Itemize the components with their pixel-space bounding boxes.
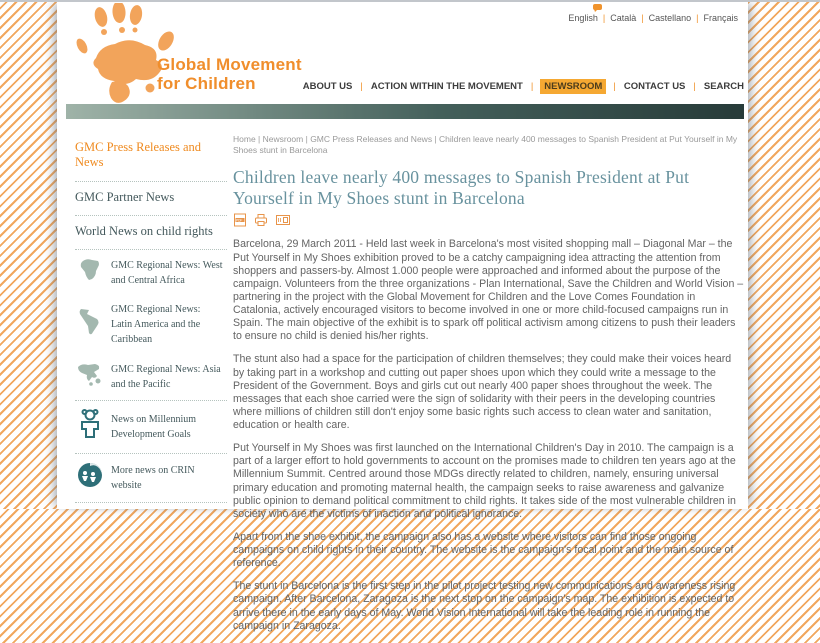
- nav-newsroom[interactable]: NEWSROOM: [540, 79, 606, 94]
- sidebar-item-crin-news[interactable]: [75, 454, 227, 501]
- article-paragraph-2: The stunt also had a space for the participation of children themselves; they could make their voices heard by taking part in a workshop and cutting out paper shoes upon which they could write a message to the President of the Government. Boys and girls cut out nearly 400 paper shoes throughout the week. The messages that each shoe carried were the sign of solidarity with their peers in the developing countries where millions of children still don't enjoy some basic rights such access to clean water and sanitation, education or health care.: [233, 353, 732, 431]
- language-link-castellano[interactable]: Castellano: [648, 13, 692, 23]
- article-paragraph-1: Barcelona, 29 March 2011 - Held last week in Barcelona's most visited shopping mall – Diagonal Mar – the Put Yourself in My Shoes exhibition proved to be a catchy campaigning idea attracting the attention from shoppers and passers-by. Almost 1.000 people were approached and informed about the purpose of the campaign. Volunteers from the three organizations - Plan International, Save the Children and World Vision – partnering in the project with the Global Movement for Children and the Love Comes Foundation in Catalonia, actively encouraged visitors to become involved in one or more child-focused campaigns run in Spain. The main objective of the exhibit is to spark off political activism among citizens to push their leaders to ensure no child is denied his/her rights.: [233, 238, 744, 343]
- header-divider-bar: [66, 104, 744, 119]
- mdg-child-icon: [75, 408, 105, 445]
- article-tools: [233, 213, 745, 232]
- sidebar-item-regional-latin-america[interactable]: [75, 295, 227, 354]
- article-paragraph-3: Put Yourself in My Shoes was first launched on the International Children's Day in 2010. The campaign is a part of a larger effort to hold governments to account on the promises made to children ten years ago at the Millennium Summit. Centred around those MDGs directly related to children, namely, ensuring universal primary education and promoting maternal health, the campaign seeks to raise awareness and galvanize public opinion to demand political commitment to child rights. It takes side of the most vulnerable children in society who are the victims of inaction and political ignorance.: [233, 442, 736, 520]
- content-area: [57, 119, 748, 643]
- breadcrumb-home[interactable]: Home: [233, 134, 256, 144]
- sidebar-item-label: News on Millennium Development Goals: [111, 413, 196, 440]
- sidebar-item-label: GMC Regional News: Latin America and the Caribbean: [111, 304, 201, 345]
- print-icon[interactable]: [254, 213, 268, 232]
- article-column: [233, 119, 745, 643]
- article-paragraph-5: The stunt in Barcelona is the first step in the pilot project testing new communications and awareness rising campaign. After Barcelona, Zaragoza is the next stop on the campaign's map. The exhibition is expected to arrive there in the early days of May. World Vision International will take the leading role in running the campaign in Zaragoza.: [233, 580, 736, 632]
- site-header: [57, 0, 748, 119]
- main-navigation: ABOUT US | ACTION WITHIN THE MOVEMENT | NEWSROOM | CONTACT US | SEARCH: [302, 81, 744, 92]
- nav-contact-us[interactable]: CONTACT US: [623, 81, 686, 92]
- sidebar-item-gmc-press-releases[interactable]: [75, 132, 227, 182]
- logo-line2: for Children: [157, 74, 256, 94]
- crin-globe-icon: [75, 461, 105, 494]
- breadcrumb-press-releases[interactable]: GMC Press Releases and News: [310, 134, 433, 144]
- nav-search[interactable]: SEARCH: [703, 81, 744, 92]
- svg-text:PDF: PDF: [236, 218, 243, 223]
- sidebar-item-regional-asia-pacific[interactable]: [75, 354, 227, 399]
- sidebar-item-label: GMC Press Releases and News: [75, 140, 202, 170]
- sidebar-item-label: GMC Regional News: Asia and the Pacific: [111, 363, 221, 390]
- article-title: Children leave nearly 400 messages to Spanish President at Put Yourself in My Shoes stunt in Barcelona: [233, 167, 690, 208]
- africa-map-icon: [75, 257, 105, 288]
- sidebar: [57, 119, 233, 643]
- language-link-francais[interactable]: Français: [703, 13, 738, 23]
- latin-america-map-icon: [75, 307, 105, 342]
- logo-line1: Global Movement: [157, 55, 302, 74]
- sidebar-item-label: GMC Regional News: West and Central Africa: [111, 259, 223, 286]
- article-paragraph-4: Apart from the shoe exhibit, the campaign also has a website where visitors can find those ongoing campaigns on child rights in their country. The website is the campaign's focal point and the main source of reference.: [233, 530, 734, 570]
- asia-pacific-map-icon: [75, 361, 105, 392]
- sidebar-item-label: More news on CRIN website: [111, 464, 195, 491]
- sidebar-item-label: GMC Partner News: [75, 189, 175, 204]
- breadcrumb-current-page: Children leave nearly 400 messages to Spanish President at Put Yourself in My Shoes stunt in Barcelona: [233, 134, 738, 156]
- sidebar-item-mdg-news[interactable]: [75, 401, 227, 452]
- language-bar: English | Català | Castellano | Français: [568, 13, 738, 23]
- pdf-icon[interactable]: [233, 213, 247, 232]
- window-top-border: [0, 0, 820, 2]
- language-link-english[interactable]: English: [568, 13, 598, 23]
- breadcrumb-newsroom[interactable]: Newsroom: [262, 134, 304, 144]
- sidebar-item-world-news[interactable]: [75, 216, 227, 250]
- sidebar-separator: [75, 501, 227, 503]
- page-container: [57, 0, 748, 632]
- language-bubble-icon: [593, 4, 602, 10]
- nav-about-us[interactable]: ABOUT US: [302, 81, 353, 92]
- site-logo-text[interactable]: [157, 55, 302, 93]
- language-link-catala[interactable]: Català: [610, 13, 637, 23]
- nav-action-within-movement[interactable]: ACTION WITHIN THE MOVEMENT: [370, 81, 523, 92]
- sidebar-item-label: World News on child rights: [75, 223, 213, 238]
- article-body: [233, 238, 745, 632]
- sidebar-item-regional-west-africa[interactable]: [75, 250, 227, 295]
- breadcrumb: [233, 134, 745, 156]
- email-icon[interactable]: [275, 213, 291, 232]
- sidebar-item-gmc-partner-news[interactable]: [75, 182, 227, 216]
